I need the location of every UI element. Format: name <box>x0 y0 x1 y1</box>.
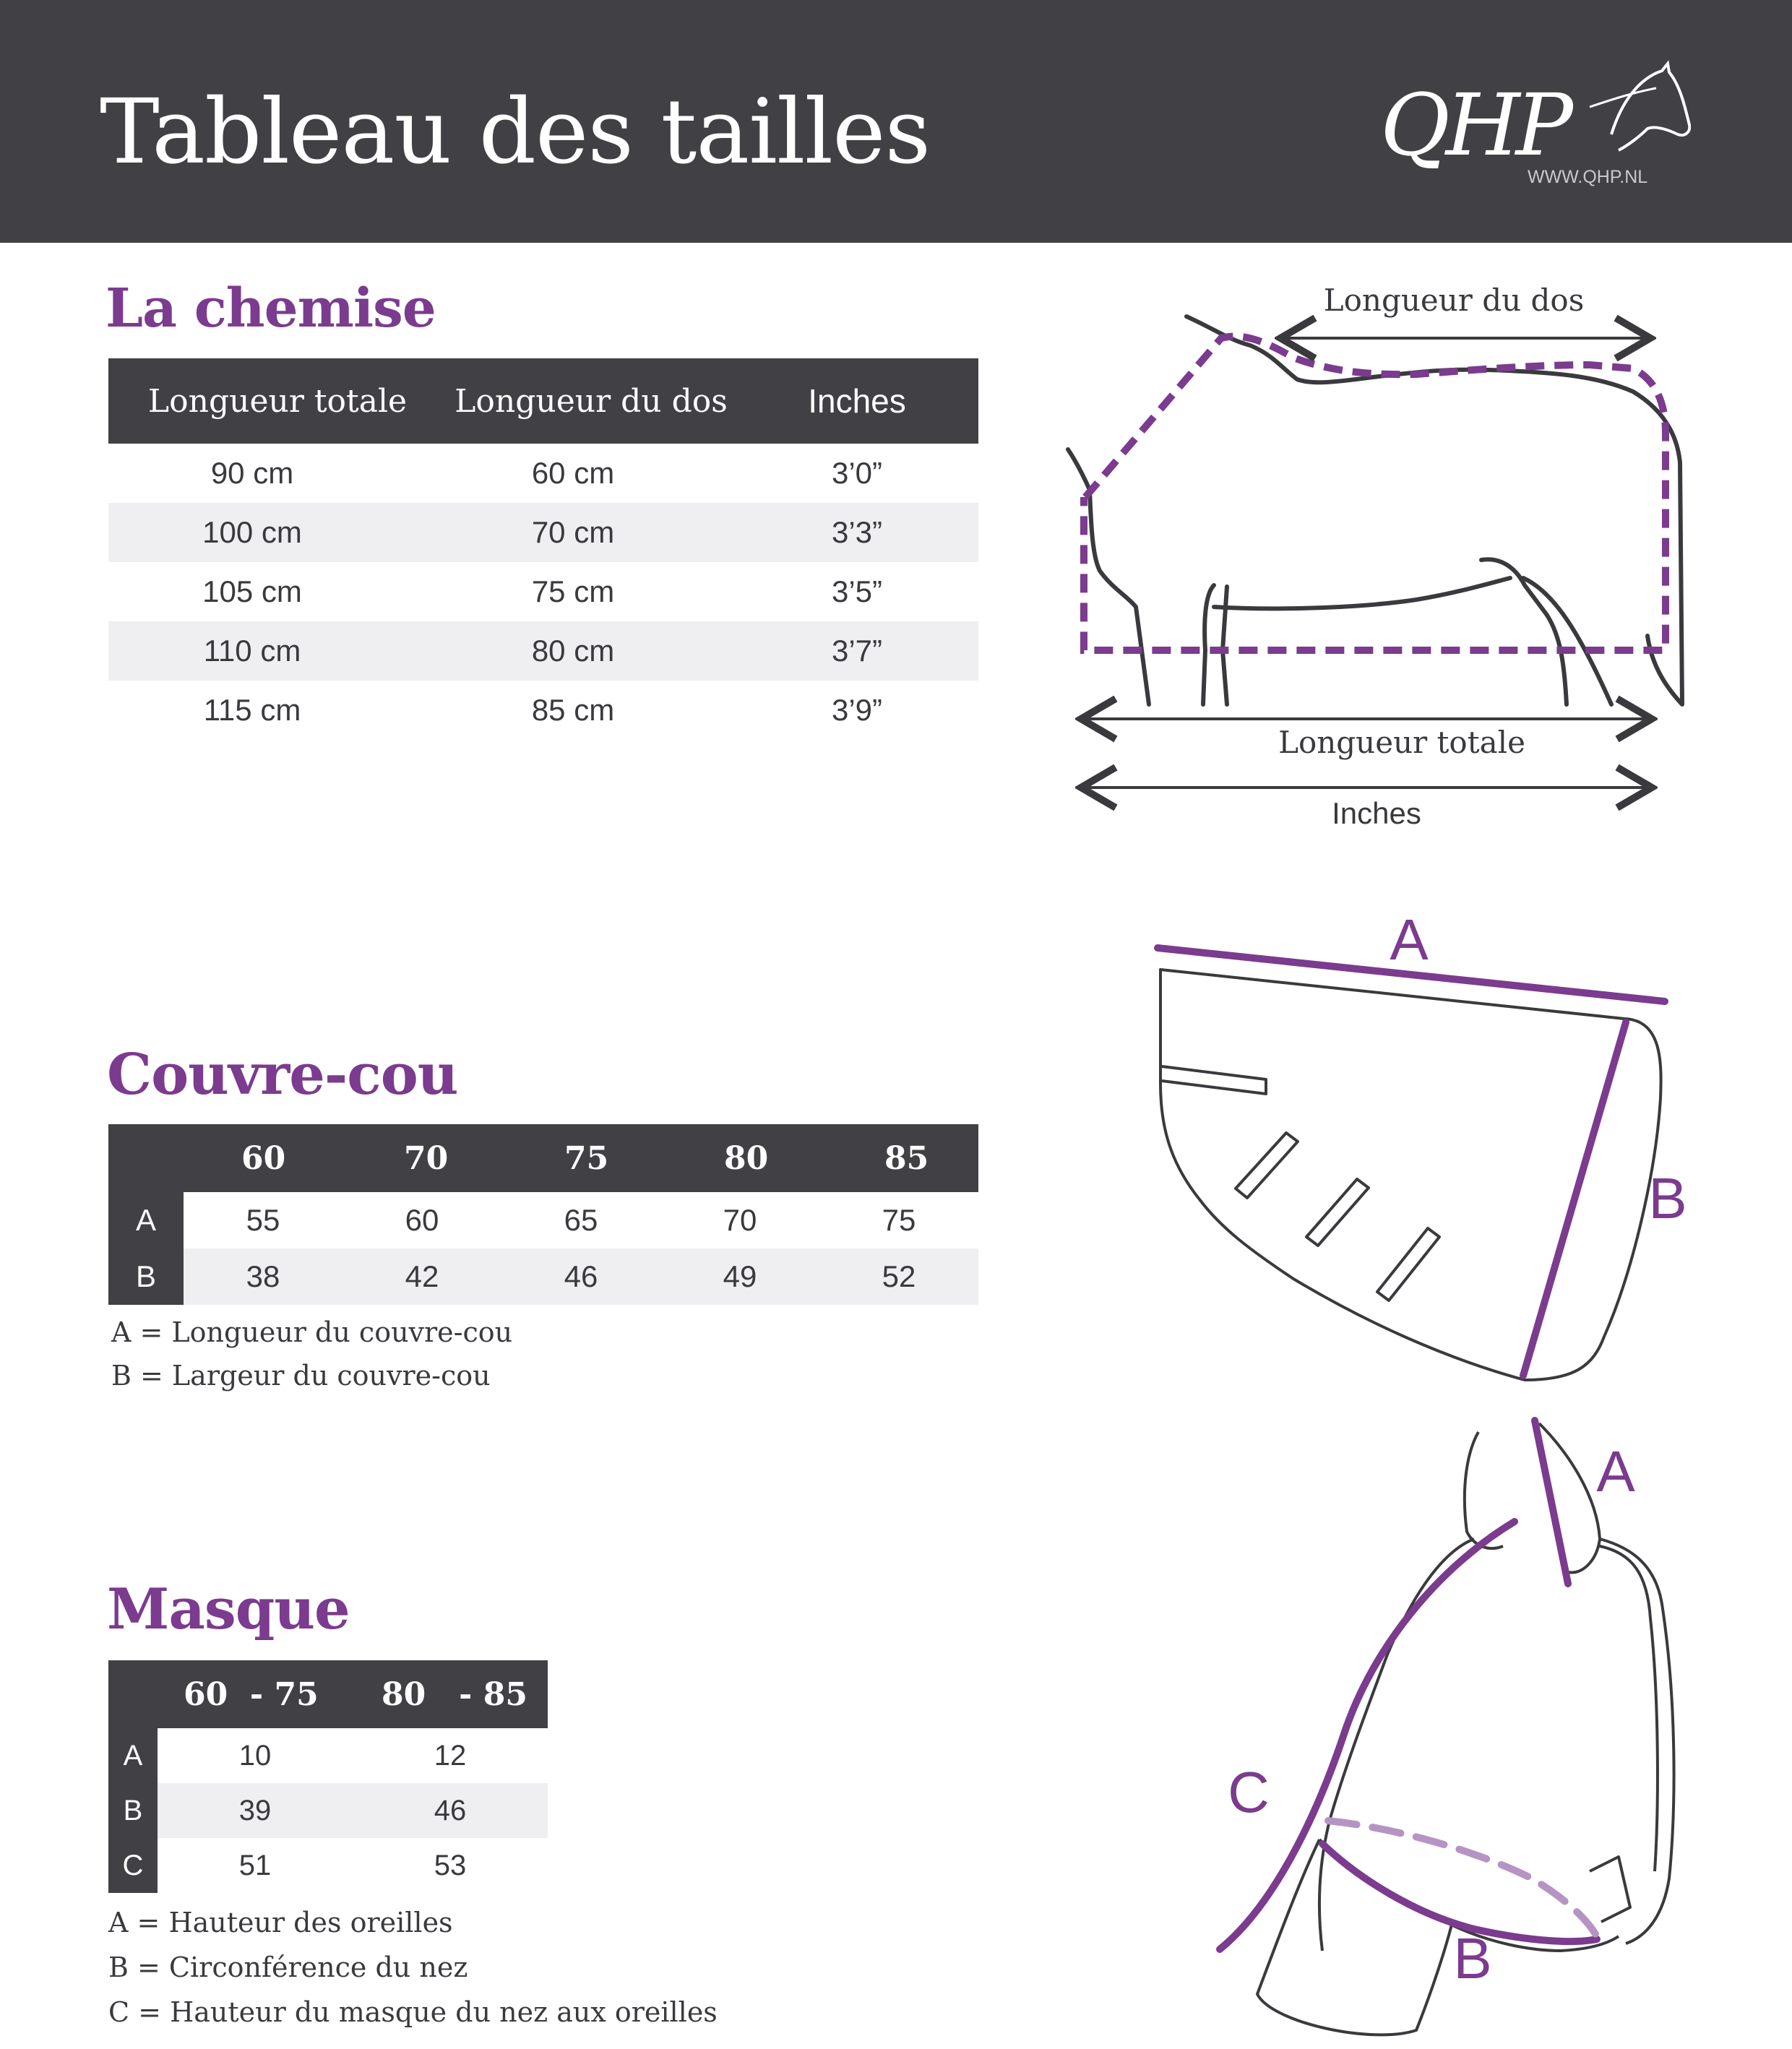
total-length-label: Longueur totale <box>1278 725 1525 760</box>
table-cell: 60 <box>405 1203 439 1237</box>
legend-item: B = Largeur du couvre-cou <box>111 1360 491 1392</box>
table-cell: 90 cm <box>210 456 294 490</box>
section-title-masque: Masque <box>107 1576 350 1642</box>
section-title-couvre-cou: Couvre-cou <box>107 1042 458 1108</box>
table-cell: 39 <box>158 1783 353 1838</box>
table-cell: 105 cm <box>202 574 302 608</box>
column-header: 75 <box>501 1124 660 1192</box>
column-header: 60 <box>184 1124 343 1192</box>
label-c: C <box>1228 1760 1270 1824</box>
measure-line-a <box>1535 1420 1568 1584</box>
table-cell: 12 <box>434 1739 467 1772</box>
column-header: Longueur totale <box>108 358 447 444</box>
table-cell: 55 <box>246 1203 280 1237</box>
table-cell: 3’0” <box>831 456 883 490</box>
table-cell: 3’7” <box>736 621 978 681</box>
table-cell: 3’5” <box>831 574 883 608</box>
table-cell: 85 cm <box>531 693 615 727</box>
table-cell: 38 <box>184 1248 343 1305</box>
table-cell: 60 cm <box>531 456 615 490</box>
table-cell: 80 cm <box>447 621 736 681</box>
label-b: B <box>1453 1926 1492 1990</box>
legend-item: B = Circonférence du nez <box>108 1951 468 1983</box>
row-header: A <box>108 1192 184 1248</box>
column-header: Longueur du dos <box>447 358 736 444</box>
column-header: 80 - 85 <box>353 1660 548 1728</box>
back-length-label: Longueur du dos <box>1323 282 1585 318</box>
table-cell: 46 <box>353 1783 548 1838</box>
label-a: A <box>1596 1439 1635 1504</box>
row-header: A <box>108 1728 158 1783</box>
label-b: B <box>1648 1166 1687 1230</box>
table-cell: 46 <box>501 1248 660 1305</box>
table-cell: 3’9” <box>831 693 883 727</box>
table-cell: 70 cm <box>447 503 736 562</box>
measure-line-c <box>1220 1522 1515 1949</box>
neck-cover-outline <box>1160 970 1661 1380</box>
legend-item: C = Hauteur du masque du nez aux oreilles <box>108 1996 718 2028</box>
row-header: B <box>108 1248 184 1305</box>
table-cell: 100 cm <box>108 503 447 562</box>
legend-item: A = Hauteur des oreilles <box>108 1907 453 1938</box>
column-header: 80 <box>660 1124 819 1192</box>
table-cell: 52 <box>819 1248 978 1305</box>
neck-cover-diagram <box>1158 907 1687 1380</box>
table-cell: 65 <box>564 1203 598 1237</box>
horse-sheet-diagram <box>1068 282 1682 830</box>
table-cell: 49 <box>660 1248 819 1305</box>
row-header: C <box>108 1838 158 1893</box>
table-cell: 3’3” <box>736 503 978 562</box>
horse-outline <box>1068 316 1682 704</box>
inches-label: Inches <box>1332 796 1421 830</box>
table-cell: 75 cm <box>531 574 615 608</box>
table-cell: 110 cm <box>108 621 447 681</box>
section-title-chemise: La chemise <box>105 277 436 340</box>
column-header: 85 <box>819 1124 978 1192</box>
table-cell: 42 <box>343 1248 501 1305</box>
table-cell: 75 <box>882 1203 916 1237</box>
label-a: A <box>1390 907 1429 972</box>
logo-wordmark: QHP <box>1380 75 1569 175</box>
table-cell: 70 <box>723 1203 757 1237</box>
table-cell: 51 <box>238 1849 272 1881</box>
fly-mask-diagram <box>1220 1420 1674 2035</box>
row-header: B <box>108 1783 158 1838</box>
column-header: Inches <box>736 358 978 444</box>
column-header: 60 - 75 <box>158 1660 353 1728</box>
column-header: 70 <box>343 1124 501 1192</box>
table-cell: 115 cm <box>203 693 301 727</box>
table-cell: 10 <box>238 1739 272 1772</box>
table-cell: 53 <box>434 1849 467 1881</box>
logo-url: WWW.QHP.NL <box>1528 167 1648 187</box>
legend-item: A = Longueur du couvre-cou <box>111 1316 513 1348</box>
page-title: Tableau des tailles <box>100 80 931 184</box>
